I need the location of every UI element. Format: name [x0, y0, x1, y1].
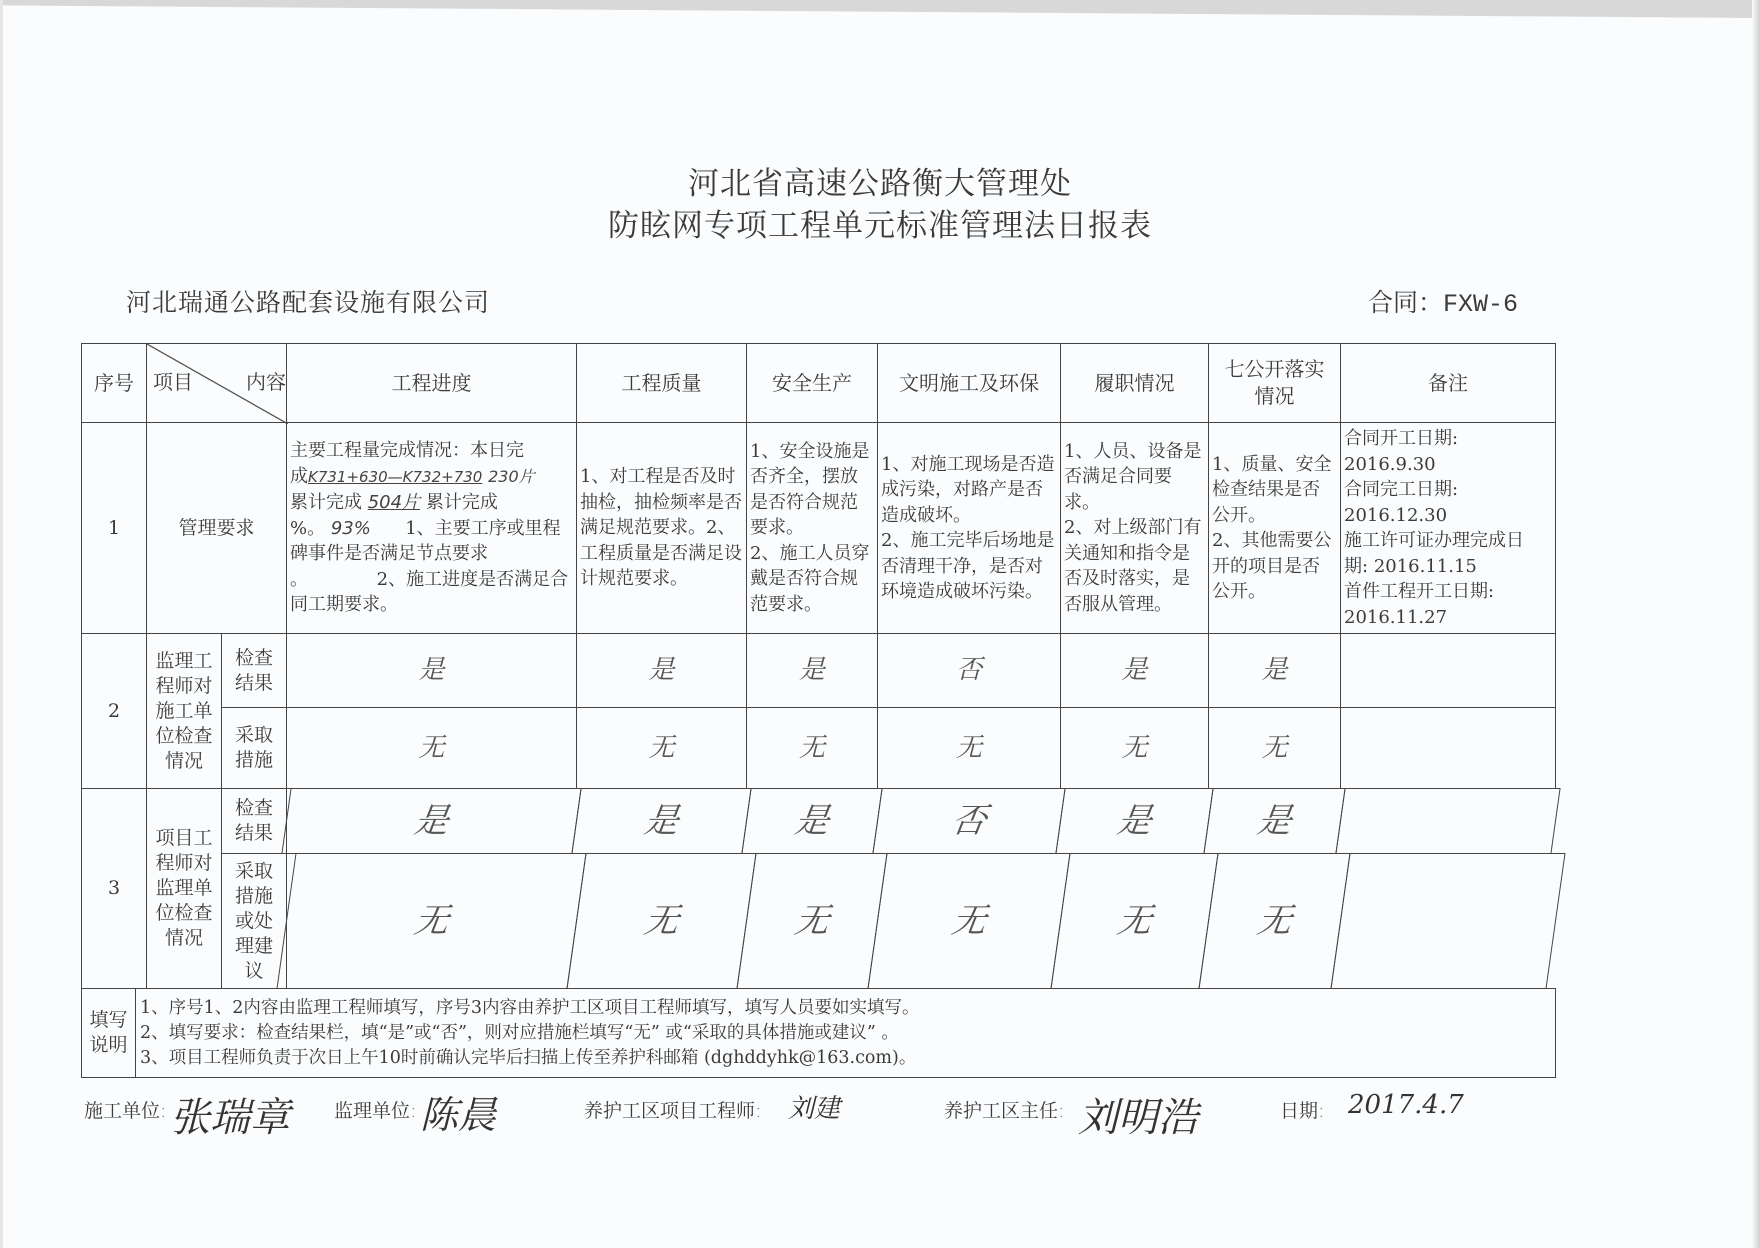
row2-sub-check: 检查结果	[221, 633, 287, 708]
row3-check-value: 是	[1203, 788, 1345, 854]
header-duty: 履职情况	[1060, 343, 1209, 423]
row1-safety	[746, 422, 878, 634]
row3-seq: 3	[81, 788, 147, 989]
seven-open-text: 1、质量、安全检查结果是否公开。 2、其他需要公开的项目是否公开。	[1212, 453, 1332, 602]
remarks-first-date: 2016.11.27	[1344, 606, 1448, 628]
row3-check-value: 是	[1055, 788, 1213, 854]
notes-line2: 2、填写要求：检查结果栏，填“是”或“否”，则对应措施栏填写“无” 或“采取的具体措施或建议” 。	[140, 1022, 899, 1043]
progress-hand-pct: 93%	[330, 517, 371, 539]
progress-rest1: 1、主要工序或里程碑事件是否满足节点要求	[290, 517, 561, 565]
header-item-content	[146, 343, 287, 423]
row2-measure-value: 无	[1208, 707, 1341, 789]
row3-sub-measure: 采取措施或处理建议	[221, 853, 287, 989]
remarks-end-label: 合同完工日期:	[1344, 479, 1459, 500]
header-progress: 工程进度	[286, 343, 577, 423]
notes-line1: 1、序号1、2内容由监理工程师填写，序号3内容由养护工区项目工程师填写，填写人员要如实填写。	[140, 997, 920, 1018]
progress-prefix2: 成	[290, 465, 308, 487]
duty-text: 1、人员、设备是否满足合同要求。 2、对上级部门有关通知和指令是否及时落实，是否服从管理。	[1064, 440, 1202, 615]
scan-shadow	[0, 0, 1760, 18]
signature-row	[0, 1092, 1760, 1152]
row3-measure-value: 无	[276, 853, 586, 989]
report-table	[82, 344, 1556, 1078]
row2-check-value: 是	[1208, 633, 1341, 708]
civil-text: 1、对施工现场是否造成污染，对路产是否造成破坏。 2、施工完毕后场地是否清理干净，是否对环境造成破坏污染。	[881, 453, 1055, 602]
construction-unit-label: 施工单位:	[84, 1100, 167, 1122]
project-engineer-label: 养护工区项目工程师:	[584, 1100, 762, 1122]
row1-seven-open	[1208, 422, 1341, 634]
progress-cum-pct-label: 累计完成	[425, 492, 498, 514]
director-label: 养护工区主任:	[944, 1100, 1065, 1122]
project-engineer-signature: 刘建	[788, 1094, 841, 1124]
progress-line1: 主要工程量完成情况：本日完	[290, 440, 524, 462]
supervision-unit-label: 监理单位:	[334, 1100, 417, 1122]
notes-content	[135, 988, 1556, 1078]
row3-check-value: 是	[281, 788, 581, 854]
row2-check-value: 是	[576, 633, 747, 708]
row3-sub-check: 检查结果	[221, 788, 287, 854]
row3-check-value: 否	[872, 788, 1065, 854]
row2-check-value: 否	[877, 633, 1061, 708]
row2-measure-value: 无	[576, 707, 747, 789]
header-content: 内容	[246, 370, 286, 394]
remarks-end-date: 2016.12.30	[1344, 504, 1448, 526]
company-name: 河北瑞通公路配套设施有限公司	[126, 288, 491, 317]
remarks-permit-date: 2016.11.15	[1373, 555, 1477, 577]
contract-label: 合同：	[1368, 288, 1444, 317]
title-line1: 河北省高速公路衡大管理处	[688, 166, 1072, 202]
row3-check-value: 是	[571, 788, 751, 854]
row2-item: 监理工程师对施工单位检查情况	[146, 633, 222, 789]
row3-measure-value: 无	[566, 853, 756, 989]
row1-seq: 1	[81, 422, 147, 634]
date-value: 2017.4.7	[1348, 1090, 1464, 1120]
row2-measure-value: 无	[746, 707, 878, 789]
header-seven-open: 七公开落实情况	[1208, 343, 1341, 423]
header-quality: 工程质量	[576, 343, 747, 423]
remarks-permit-label: 施工许可证办理完成日期:	[1344, 530, 1524, 577]
row2-measure-value: 无	[1060, 707, 1209, 789]
header-remarks: 备注	[1340, 343, 1556, 423]
notes-label: 填写说明	[81, 988, 136, 1078]
date-label: 日期:	[1280, 1100, 1325, 1122]
quality-text: 1、对工程是否及时抽检，抽检频率是否满足规范要求。2、工程质量是否满足设计规范要求。	[580, 466, 742, 590]
row2-measure-value: 无	[877, 707, 1061, 789]
title-line2: 防眩网专项工程单元标准管理法日报表	[608, 208, 1152, 244]
row3-measure-value: 无	[1198, 853, 1350, 989]
row2-remarks-check	[1340, 633, 1556, 708]
row2-sub-measure: 采取措施	[221, 707, 287, 789]
contract-number	[1368, 283, 1518, 319]
progress-rest2: 。	[290, 568, 308, 590]
progress-rest3: 2、施工进度是否满足合同工期要求。	[290, 568, 569, 616]
row3-check-value: 是	[741, 788, 882, 854]
remarks-start-date: 2016.9.30	[1344, 453, 1436, 475]
row1-civil	[877, 422, 1061, 634]
header-civil: 文明施工及环保	[877, 343, 1061, 423]
row3-item: 项目工程师对监理单位检查情况	[146, 788, 222, 989]
row1-progress	[286, 422, 577, 634]
row3-measure-value: 无	[1050, 853, 1218, 989]
row1-remarks	[1340, 422, 1556, 634]
progress-cum-label: 累计完成	[290, 492, 362, 514]
row2-check-value: 是	[1060, 633, 1209, 708]
row2-check-value: 是	[286, 633, 577, 708]
construction-unit-signature: 张瑞章	[170, 1095, 290, 1141]
row1-quality	[576, 422, 747, 634]
progress-hand-qty: 230片	[488, 466, 535, 486]
row1-duty	[1060, 422, 1209, 634]
director-signature: 刘明浩	[1078, 1095, 1198, 1141]
row2-remarks-measure	[1340, 707, 1556, 789]
remarks-first-label: 首件工程开工日期:	[1344, 581, 1495, 602]
supervision-unit-signature: 陈晨	[420, 1093, 497, 1137]
row2-check-value: 是	[746, 633, 878, 708]
remarks-start-label: 合同开工日期:	[1344, 428, 1459, 449]
notes-line3: 3、项目工程师负责于次日上午10时前确认完毕后扫描上传至养护科邮箱 (dghddyhk@163.com)。	[140, 1047, 917, 1068]
row3-measure-value: 无	[736, 853, 887, 989]
row1-item: 管理要求	[146, 422, 287, 634]
row2-measure-value: 无	[286, 707, 577, 789]
progress-pct-prefix: %。	[290, 517, 326, 539]
progress-hand-range: K731+630—K732+730	[308, 467, 483, 486]
row3-remarks-measure	[1330, 853, 1565, 989]
header-seq: 序号	[81, 343, 147, 423]
safety-text: 1、安全设施是否齐全，摆放是否符合规范要求。 2、施工人员穿戴是否符合规范要求。	[750, 440, 870, 615]
row2-seq: 2	[81, 633, 147, 789]
header-safety: 安全生产	[746, 343, 878, 423]
contract-value: FXW-6	[1443, 290, 1519, 319]
progress-hand-cum: 504片	[367, 492, 421, 514]
row3-measure-value: 无	[867, 853, 1070, 989]
row3-remarks-check	[1335, 788, 1560, 854]
header-item: 项目	[153, 370, 193, 394]
